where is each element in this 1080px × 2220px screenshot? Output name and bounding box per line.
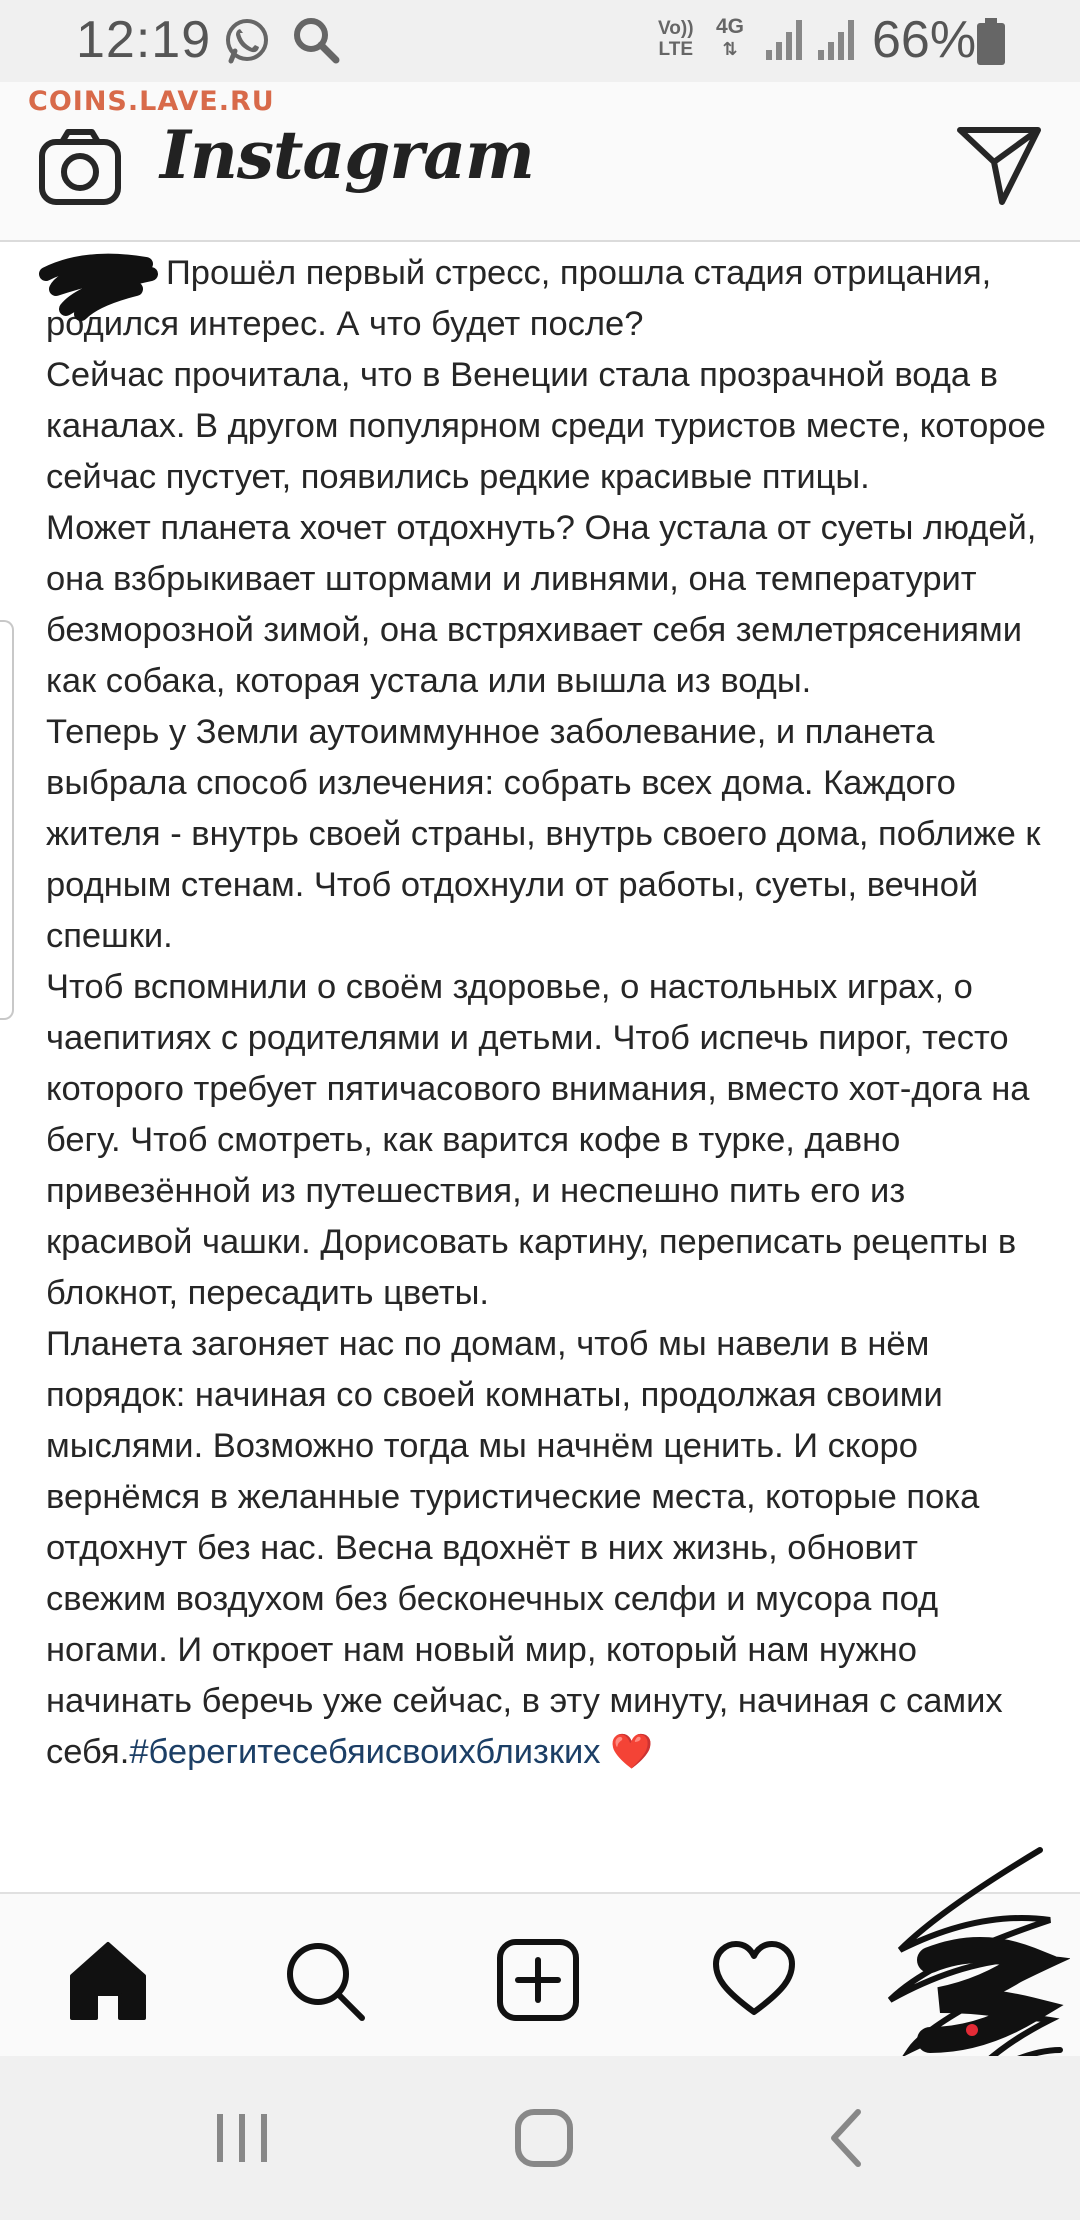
add-post-icon[interactable] — [496, 1938, 580, 2022]
home-icon[interactable] — [508, 2102, 580, 2174]
hashtag-link[interactable]: #берегитесебяисвоихблизких — [129, 1733, 601, 1771]
caption-paragraph: Сейчас прочитала, что в Венеции стала прозрачной вода в каналах. В другом популярном среди туристов месте, которое сейчас пустует, появились редкие красивые птицы. — [46, 356, 1046, 496]
caption-paragraph: Прошёл первый стресс, прошла стадия отрицания, родился интерес. А что будет после? — [46, 254, 992, 343]
scroll-edge-indicator — [0, 620, 14, 1020]
camera-icon[interactable] — [38, 124, 122, 208]
volte-indicator: Vo)) LTE — [658, 18, 694, 60]
caption-paragraph: Планета загоняет нас по домам, чтоб мы навели в нём порядок: начиная со своей комнаты, продолжая своими мыслями. Возможно тогда мы начнём ценить. И скоро вернёмся в желанные туристические места, которые пока отдохнут без нас. Весна вдохнёт в них жизнь, обновит свежим воздухом без бесконечных селфи и мусора под ногами. И откроет нам новый мир, который нам нужно начинать беречь уже сейчас, в эту минуту, начиная с самих себя.#берегитесебяисвоихблизких ❤️ — [46, 1325, 1003, 1771]
home-icon[interactable] — [66, 1938, 150, 2022]
direct-message-icon[interactable] — [956, 122, 1042, 208]
caption-paragraph: Теперь у Земли аутоиммунное заболевание, и планета выбрала способ излечения: собрать всех дома. Каждого жителя - внутрь своей страны, внутрь своего дома, поближе к родным стенам. Чтоб отдохнули от работы, суеты, вечной спешки. — [46, 713, 1041, 955]
signal-icon — [816, 18, 856, 62]
app-header — [0, 82, 1080, 242]
watermark: COINS.LAVE.RU — [28, 86, 275, 117]
whatsapp-icon — [222, 16, 272, 66]
recents-icon[interactable] — [206, 2102, 278, 2174]
status-bar — [0, 0, 1080, 82]
caption-paragraph: Чтоб вспомнили о своём здоровье, о настольных играх, о чаепитиях с родителями и детьми. Чтоб испечь пирог, тесто которого требует пятичасового внимания, вместо хот-дога на бегу. Чтоб смотреть, как варится кофе в турке, давно привезённой из путешествия, и неспешно пить его из красивой чашки. Дорисовать картину, переписать рецепты в блокнот, пересадить цветы. — [46, 968, 1030, 1312]
battery-icon — [976, 18, 1006, 66]
search-icon — [292, 16, 340, 64]
instagram-logo: Instagram — [160, 116, 534, 194]
battery-percent: 66% — [872, 11, 977, 69]
signal-icon — [764, 18, 804, 62]
data-type-indicator: 4G ⇅ — [716, 15, 745, 59]
heart-emoji: ❤️ — [610, 1733, 654, 1771]
post-caption — [46, 248, 1046, 1778]
search-icon[interactable] — [282, 1938, 366, 2022]
back-icon[interactable] — [812, 2102, 884, 2174]
status-time: 12:19 — [76, 11, 212, 69]
redaction-scribble — [36, 244, 166, 334]
activity-heart-icon[interactable] — [712, 1938, 796, 2022]
caption-paragraph: Может планета хочет отдохнуть? Она устала от суеты людей, она взбрыкивает штормами и ливнями, она температурит безморозной зимой, она встряхивает себя землетрясениями как собака, которая устала или вышла из воды. — [46, 509, 1037, 700]
system-nav-bar — [0, 2056, 1080, 2220]
